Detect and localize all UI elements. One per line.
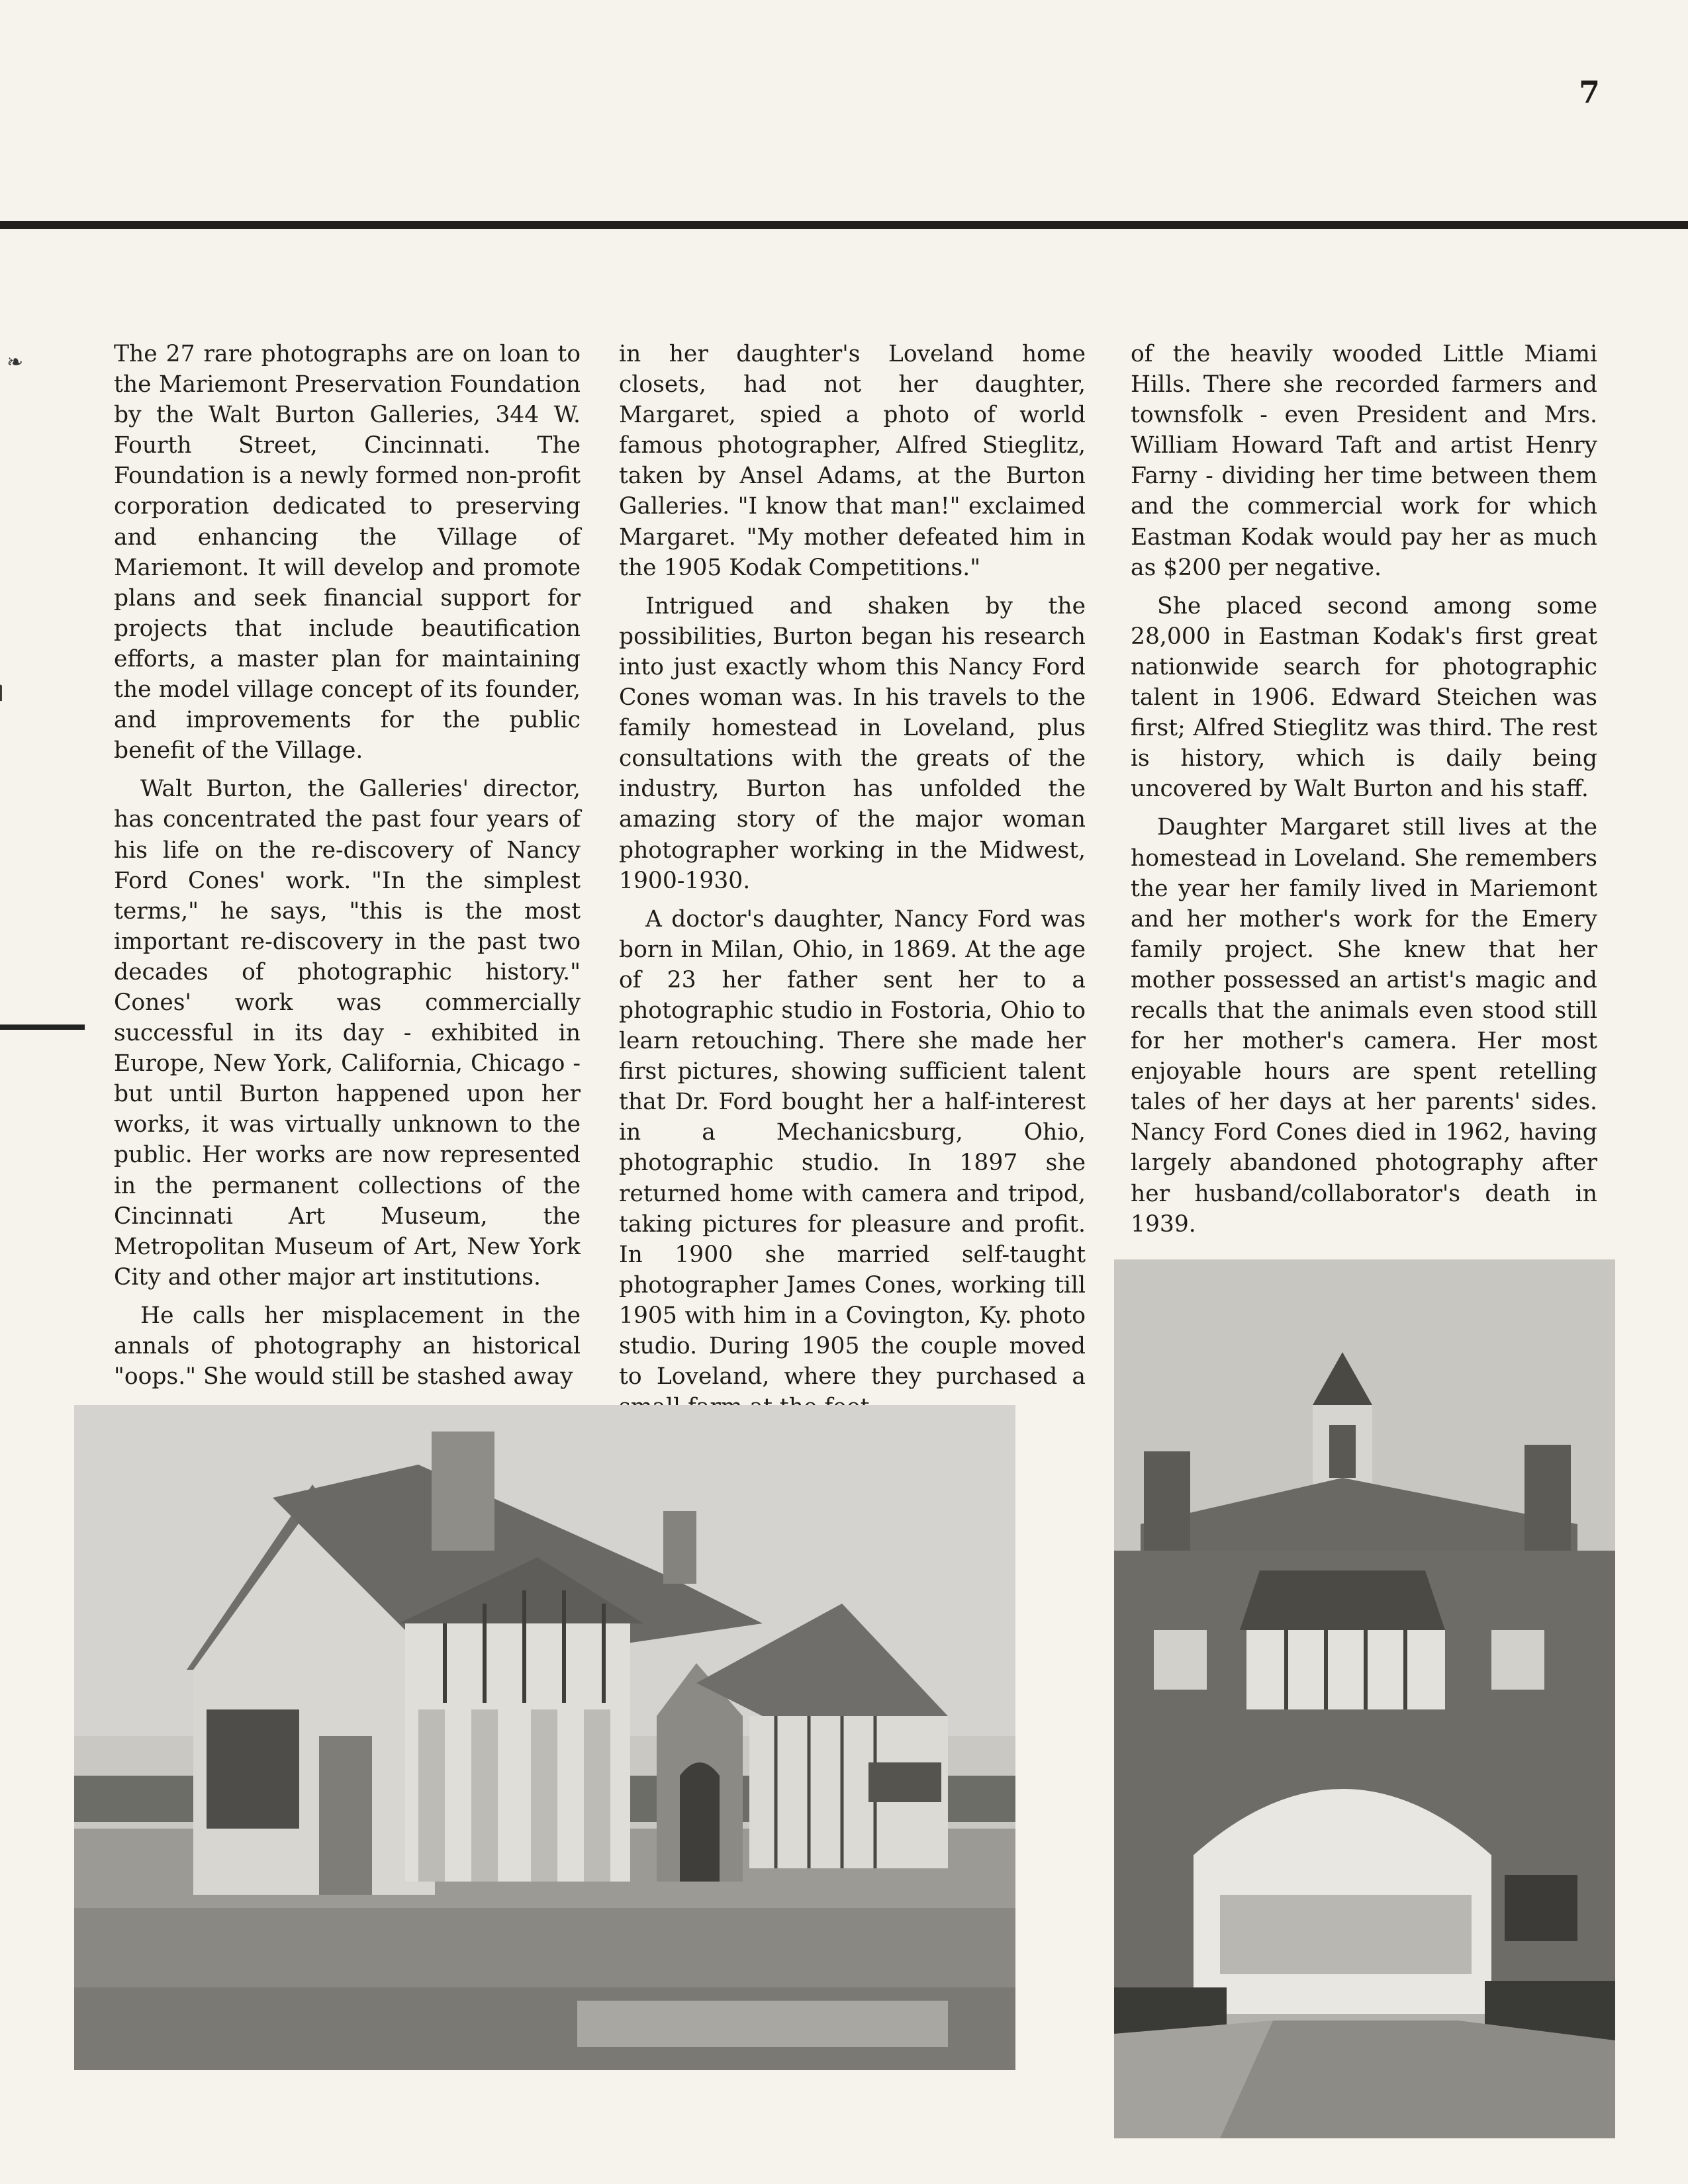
house-photograph — [74, 1405, 1015, 2070]
margin-bar — [0, 1024, 85, 1030]
archway-photograph — [1114, 1259, 1615, 2138]
page-number: 7 — [1579, 74, 1601, 110]
paragraph: She placed second among some 28,000 in Eastman Kodak's first great nationwide search for photographic talent in 1906. Edward Steichen was first; Alfred Stieglitz was third. The rest is history, which is daily being uncovered by Walt Burton and his staff. — [1131, 592, 1597, 803]
paragraph: He calls her misplacement in the annals of photography an historical "oops." She would still be stashed away — [114, 1302, 581, 1390]
margin-mark: ❧ — [7, 351, 24, 374]
text-column-3 — [1131, 339, 1597, 1248]
text-column-2 — [619, 339, 1086, 1430]
paragraph: Walt Burton, the Galleries' director, has concentrated the past four years of his life on the re-discovery of Nancy Ford Cones' work. "In the simplest terms," he says, "this is the most important re-discovery in the past two decades of photographic history." Cones' work was commercially successful in its day - exhibited in Europe, New York, California, Chicago - but until Burton happened upon her works, it was virtually unknown to the public. Her works are now represented in the permanent collections of the Cincinnati Art Museum, the Metropolitan Museum of Art, New York City and other major art institutions. — [114, 776, 581, 1291]
paragraph: A doctor's daughter, Nancy Ford was born in Milan, Ohio, in 1869. At the age of 23 her father sent her to a photographic studio in Fostoria, Ohio to learn retouching. There she made her first pictures, showing sufficient talent that Dr. Ford bought her a half-interest in a Mechanicsburg, Ohio, photographic studio. In 1897 she returned home with camera and tripod, taking pictures for pleasure and profit. In 1900 she married self-taught photographer James Cones, working till 1905 with him in a Covington, Ky. photo studio. During 1905 the couple moved to Loveland, where they purchased a — [619, 905, 1086, 1390]
text-column-1 — [114, 339, 581, 1400]
paragraph: Intrigued and shaken by the possibilities, Burton began his research into just exactly whom this Nancy Ford Cones woman was. In his travels to the family homestead in Loveland, plus consultations with the greats of the industry, Burton has unfolded the amazing story of the major woman photographer working in the Midwest, 1900-1930. — [619, 592, 1086, 894]
paragraph: Daughter Margaret still lives at the homestead in Loveland. She remembers the year her family lived in Mariemont and her mother's work for the Emery family project. She knew that her mother possessed an artist's magic and recalls that the animals even stood still for her mother's camera. Her most enjoyable hours are spent retelling tales of her days at her parents' sides. Nancy Ford Cones died in 1962, having largely abandoned photography after her husband/collaborator's death in 1939. — [1131, 814, 1597, 1238]
paragraph: of the heavily wooded Little Miami Hills. There she recorded farmers and townsfolk - even President and Mrs. William Howard Taft and artist Henry Farny - dividing her time between them and the commercial work for which Eastman Kodak would pay her as much as $200 per negative. — [1131, 341, 1597, 581]
paragraph: The 27 rare photographs are on loan to the Mariemont Preservation Foundation by the Walt Burton Galleries, 344 W. Fourth Street, Cincinnati. The Foundation is a newly formed non-profit corporation dedicated to preserving and enhancing the Village of Mariemont. It will develop and promote plans and seek financial support for projects that include beautification efforts, a master plan for maintaining the model village concept of its founder, and improvements for the public benefit of the Village. — [114, 341, 581, 764]
header-rule — [0, 221, 1688, 229]
paragraph: in her daughter's Loveland home closets, had not her daughter, Margaret, spied a photo of world famous photographer, Alfred Stieglitz, taken by Ansel Adams, at the Burton Galleries. "I know that man!" exclaimed Margaret. "My mother defeated him in the 1905 Kodak Competitions." — [619, 341, 1086, 581]
